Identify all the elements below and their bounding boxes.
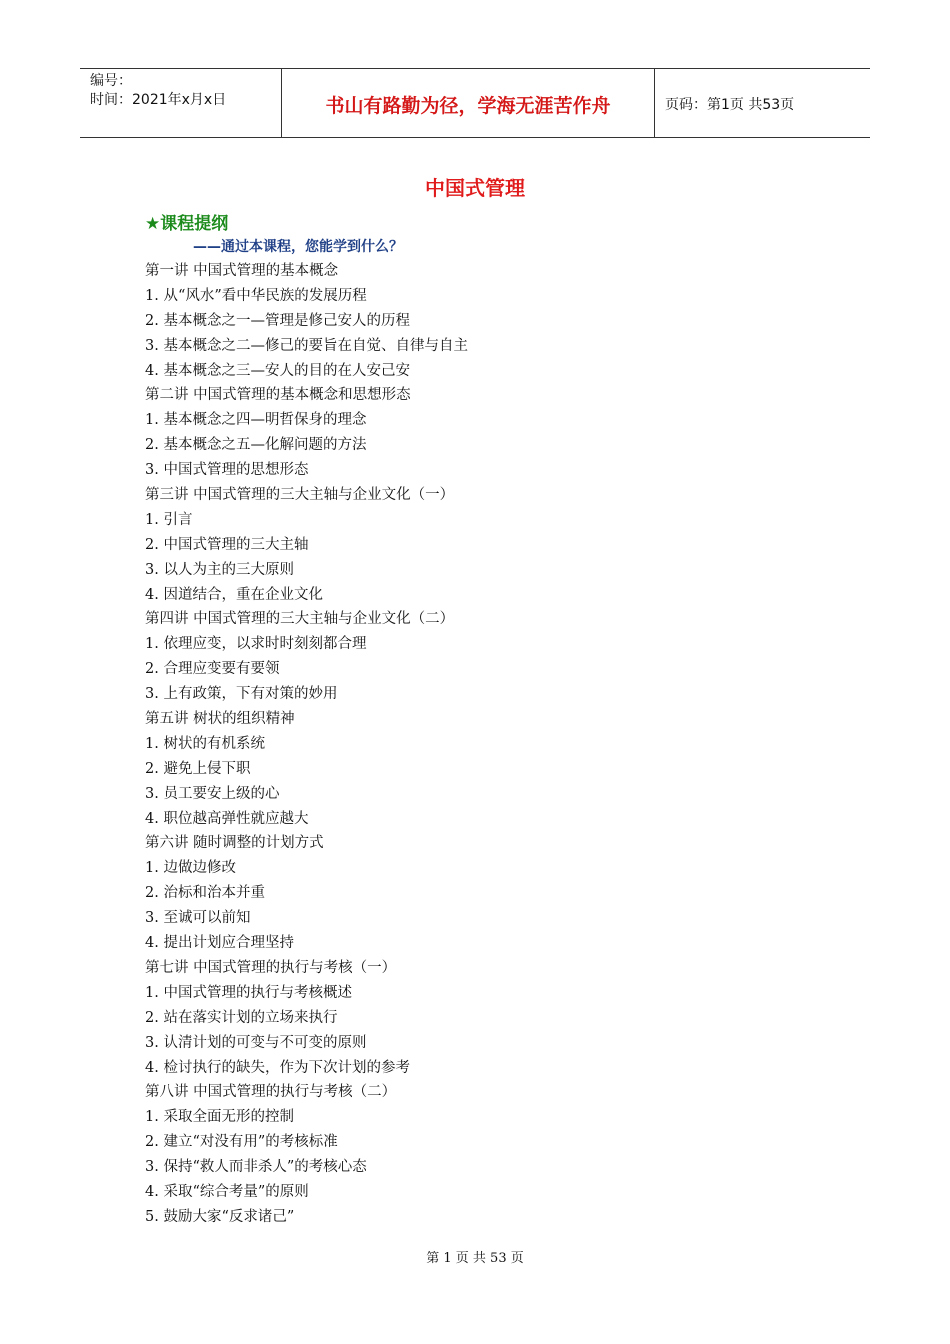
outline-line: 第七讲 中国式管理的执行与考核（一） xyxy=(145,959,397,976)
outline-line: 4. 提出计划应合理坚持 xyxy=(145,935,294,952)
outline-line: 2. 治标和治本并重 xyxy=(145,885,265,902)
outline-line: 第二讲 中国式管理的基本概念和思想形态 xyxy=(145,387,411,404)
outline-line: 第三讲 中国式管理的三大主轴与企业文化（一） xyxy=(145,487,455,504)
outline-line: 4. 因道结合，重在企业文化 xyxy=(145,586,323,603)
outline-line: 2. 避免上侵下职 xyxy=(145,760,251,777)
outline-line: 2. 站在落实计划的立场来执行 xyxy=(145,1009,338,1026)
outline-line: 1. 从“风水”看中华民族的发展历程 xyxy=(145,287,367,304)
outline-line: 1. 中国式管理的执行与考核概述 xyxy=(145,984,352,1001)
outline-line: 第六讲 随时调整的计划方式 xyxy=(145,835,324,852)
outline-line: 4. 基本概念之三—安人的目的在人安己安 xyxy=(145,362,410,379)
outline-line: 第四讲 中国式管理的三大主轴与企业文化（二） xyxy=(145,611,455,628)
outline-line: 第八讲 中国式管理的执行与考核（二） xyxy=(145,1084,397,1101)
outline-line: 4. 检讨执行的缺失，作为下次计划的参考 xyxy=(145,1059,410,1076)
outline-line: 3. 基本概念之二—修己的要旨在自觉、自律与自主 xyxy=(145,337,468,354)
header-page-cell xyxy=(655,69,870,137)
outline-line: 4. 采取“综合考量”的原则 xyxy=(145,1183,309,1200)
outline-line: 2. 基本概念之一—管理是修己安人的历程 xyxy=(145,312,410,329)
outline-line: 3. 认清计划的可变与不可变的原则 xyxy=(145,1034,367,1051)
course-outline xyxy=(145,259,845,1230)
outline-line: 3. 上有政策，下有对策的妙用 xyxy=(145,686,338,703)
outline-line: 1. 依理应变，以求时时刻刻都合理 xyxy=(145,636,367,653)
outline-line: 1. 树状的有机系统 xyxy=(145,735,265,752)
outline-line: 3. 中国式管理的思想形态 xyxy=(145,462,309,479)
outline-line: 第一讲 中国式管理的基本概念 xyxy=(145,263,339,279)
outline-line: 2. 基本概念之五—化解问题的方法 xyxy=(145,437,367,454)
document-title: 中国式管理 xyxy=(425,176,525,200)
outline-line: 1. 采取全面无形的控制 xyxy=(145,1109,294,1126)
document-number-label: 编号： xyxy=(90,73,132,89)
header-meta-cell xyxy=(80,69,280,137)
section-subtitle: ——通过本课程，您能学到什么？ xyxy=(193,239,403,255)
outline-line: 5. 鼓励大家“反求诸己” xyxy=(145,1208,295,1225)
page-header xyxy=(80,68,870,138)
outline-line: 3. 至诚可以前知 xyxy=(145,910,251,927)
outline-line: 1. 边做边修改 xyxy=(145,860,236,877)
outline-line: 第五讲 树状的组织精神 xyxy=(145,711,295,728)
outline-line: 3. 员工要安上级的心 xyxy=(145,785,280,802)
document-date-label: 时间：2021年x月x日 xyxy=(90,92,227,108)
section-heading: ★课程提纲 xyxy=(145,214,229,234)
outline-line: 2. 建立“对没有用”的考核标准 xyxy=(145,1134,338,1151)
header-page-info: 页码：第1页 共53页 xyxy=(665,97,795,113)
header-motto-cell xyxy=(281,69,655,137)
outline-line: 2. 中国式管理的三大主轴 xyxy=(145,536,309,553)
header-motto: 书山有路勤为径，学海无涯苦作舟 xyxy=(325,95,611,117)
outline-line: 2. 合理应变要有要领 xyxy=(145,661,280,678)
outline-line: 3. 保持“救人而非杀人”的考核心态 xyxy=(145,1159,367,1176)
outline-line: 4. 职位越高弹性就应越大 xyxy=(145,810,309,827)
page-footer: 第 1 页 共 53 页 xyxy=(426,1251,524,1266)
outline-line: 3. 以人为主的三大原则 xyxy=(145,561,294,578)
outline-line: 1. 基本概念之四—明哲保身的理念 xyxy=(145,412,367,429)
outline-line: 1. 引言 xyxy=(145,511,193,528)
